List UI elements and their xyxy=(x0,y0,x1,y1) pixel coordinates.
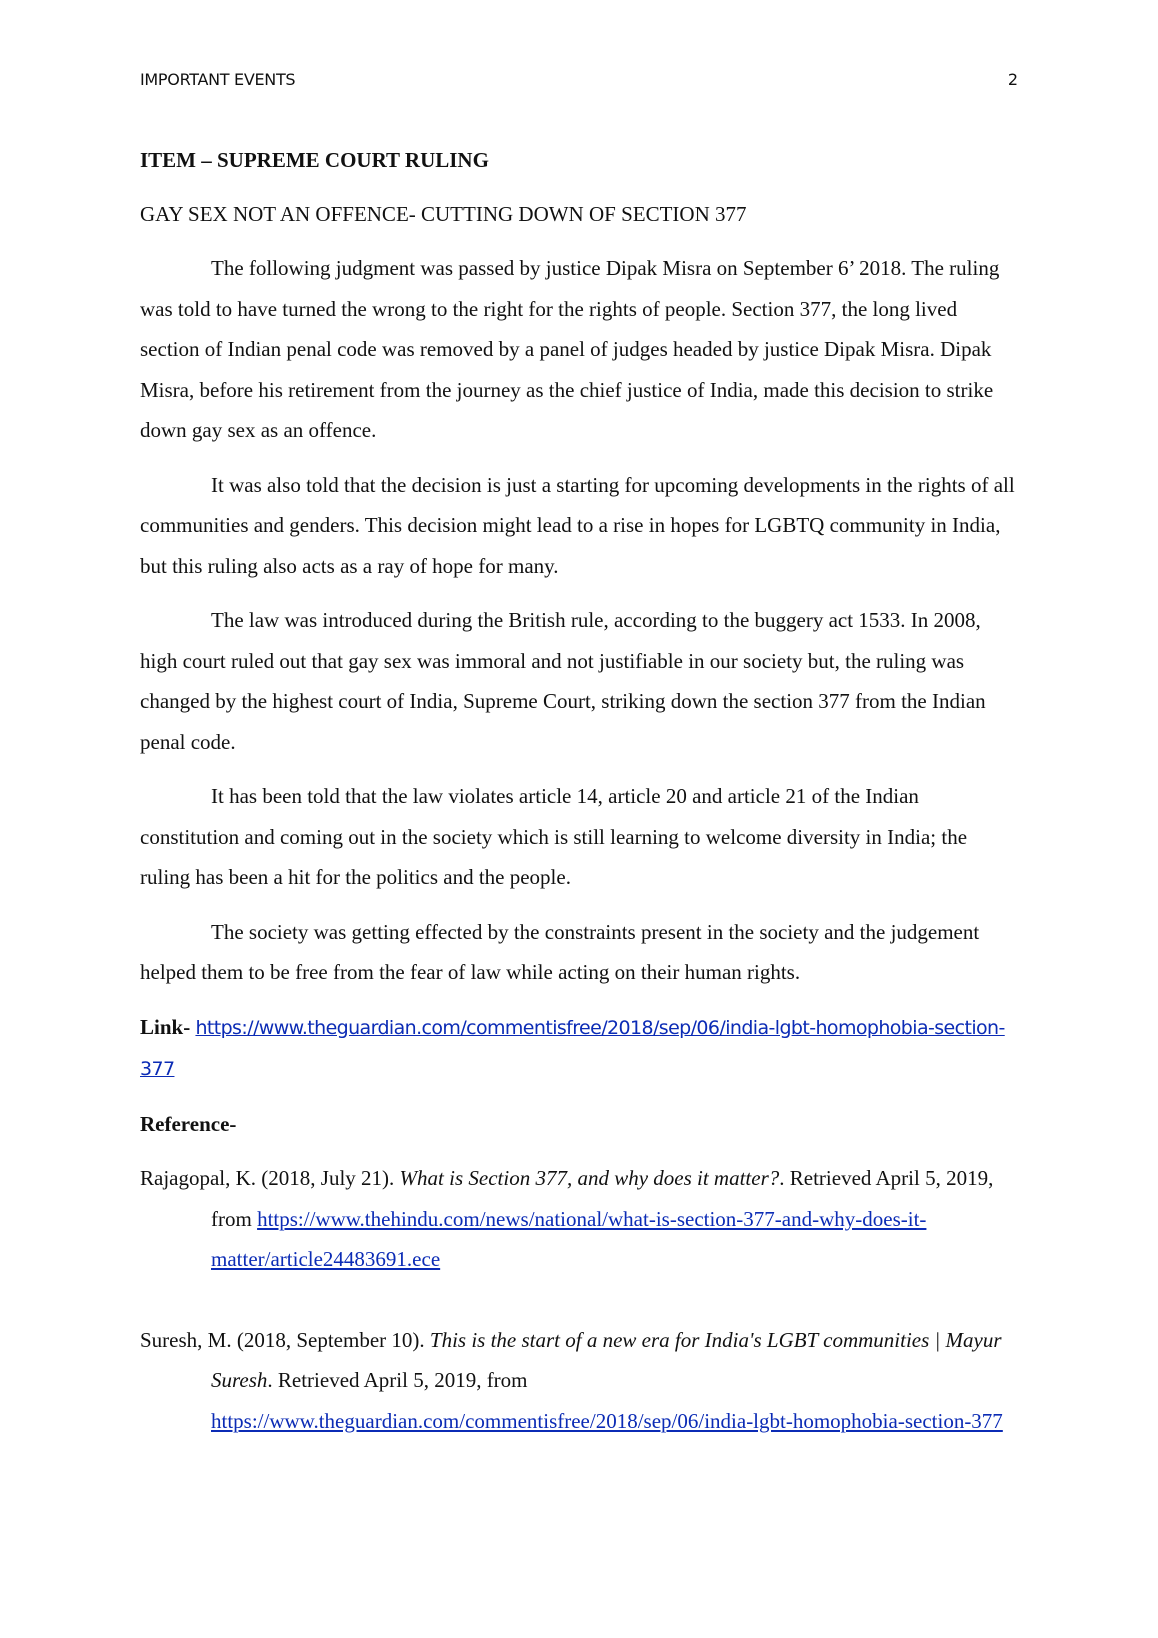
reference-link[interactable]: https://www.thehindu.com/news/national/what-is-section-377-and-why-does-it-matter/article24483691.ece xyxy=(211,1206,927,1271)
reference-author-date: Suresh, M. (2018, September 10). xyxy=(140,1327,430,1352)
paragraph: It has been told that the law violates article 14, article 20 and article 21 of the Indian constitution and coming out in the society which is still learning to welcome diversity in India; the ruling has been a hit for the politics and the people. xyxy=(140,784,968,889)
reference-heading: Reference- xyxy=(140,1111,237,1136)
reference-retrieved: . Retrieved April 5, 2019, from xyxy=(211,1166,994,1231)
reference-title: What is Section 377, and why does it matter? xyxy=(399,1166,780,1190)
document-body xyxy=(140,140,1020,1441)
reference-author-date: Rajagopal, K. (2018, July 21). xyxy=(140,1166,400,1190)
item-title: ITEM – SUPREME COURT RULING xyxy=(140,148,489,172)
reference-entry xyxy=(140,1320,1020,1442)
reference-link[interactable]: https://www.theguardian.com/commentisfree/2018/sep/06/india-lgbt-homophobia-section-377 xyxy=(211,1408,1003,1433)
paragraph: The law was introduced during the British rule, according to the buggery act 1533. In 2008, high court ruled out that gay sex was immoral and not justifiable in our society but, the ruling was changed by the highest court of India, Supreme Court, striking down the section 377 from the Indian penal code. xyxy=(140,608,986,754)
reference-entry xyxy=(140,1158,1020,1280)
subtitle: GAY SEX NOT AN OFFENCE- CUTTING DOWN OF SECTION 377 xyxy=(140,202,747,226)
source-link-line xyxy=(140,1007,1020,1090)
page-header xyxy=(140,70,1018,94)
paragraph: It was also told that the decision is just a starting for upcoming developments in the rights of all communities and genders. This decision might lead to a rise in hopes for LGBTQ community in India, but this ruling also acts as a ray of hope for many. xyxy=(140,472,1015,578)
running-title: IMPORTANT EVENTS xyxy=(140,70,296,89)
reference-title: This is the start of a new era for India's LGBT communities | Mayur Suresh xyxy=(211,1327,1002,1392)
link-label: Link- xyxy=(140,1014,191,1039)
page-number: 2 xyxy=(1007,70,1018,89)
source-link[interactable]: https://www.theguardian.com/commentisfree/2018/sep/06/india-lgbt-homophobia-section-377 xyxy=(140,1016,1005,1080)
paragraph: The following judgment was passed by justice Dipak Misra on September 6’ 2018. The ruling was told to have turned the wrong to the right for the rights of people. Section 377, the long lived section of Indian penal code was removed by a panel of judges headed by justice Dipak Misra. Dipak Misra, before his retirement from the journey as the chief justice of India, made this decision to strike down gay sex as an offence. xyxy=(140,256,1000,442)
reference-retrieved: . Retrieved April 5, 2019, from xyxy=(267,1368,528,1392)
paragraph: The society was getting effected by the constraints present in the society and the judgement helped them to be free from the fear of law while acting on their human rights. xyxy=(140,919,980,984)
